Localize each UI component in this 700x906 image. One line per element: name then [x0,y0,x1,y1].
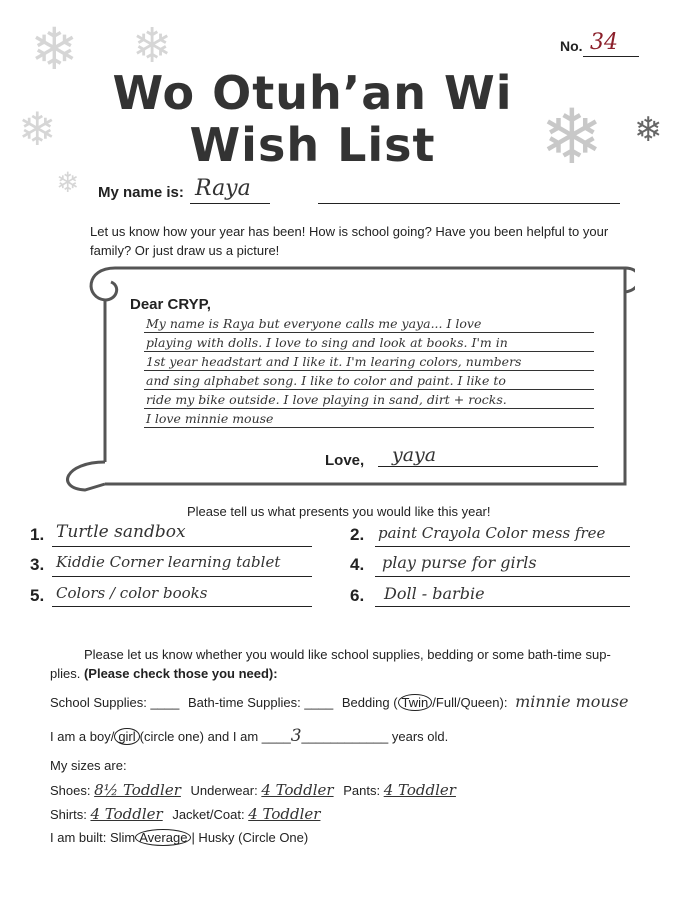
supplies-prompt-cont [50,666,278,681]
intro-text: Let us know how your year has been! How is school going? Have you been helpful to your family? Or just draw us a picture! [90,224,609,258]
boy-option[interactable]: I am a boy/ [50,729,115,744]
letter-signature: yaya [392,444,437,466]
present-value: Kiddie Corner learning tablet [56,553,281,571]
number-label: No. [560,38,583,54]
bedding-options: /Full/Queen): [432,695,508,710]
build-row [50,830,308,845]
shirts-value: 4 Toddler [90,805,163,823]
snowflake-icon: ❄ [634,111,663,149]
supplies-prompt: Please let us know whether you would like school supplies, bedding or some bath-time sup- [84,647,611,662]
snowflake-icon: ❄ [30,17,79,82]
letter-line: playing with dolls. I love to sing and look at books. I'm in [146,335,508,350]
jacket-label: Jacket/Coat: [172,807,245,822]
bedding-value: minnie mouse [515,692,629,711]
ruled-line [144,351,594,352]
present-underline [375,546,630,547]
letter-salutation: Dear CRYP, [130,296,211,313]
shoes-label: Shoes: [50,783,91,798]
underwear-value: 4 Toddler [261,781,334,799]
letter-line: My name is Raya but everyone calls me yaya... I love [146,316,482,331]
present-underline [52,546,312,547]
supplies-prompt-bold: (Please check those you need): [83,666,278,681]
present-underline [375,606,630,607]
age-tail: ____________ years old. [301,729,449,744]
sizes-row-2 [50,805,320,823]
present-underline [52,576,312,577]
built-rest: | Husky (Circle One) [191,830,309,845]
sizes-row-1 [50,781,456,799]
present-number: 4. [350,555,365,574]
gender-age-row [50,726,448,746]
snowflake-icon: ❄ [540,95,604,180]
sizes-heading: My sizes are: [50,758,127,773]
page-title-line2: Wish List [189,118,436,172]
ruled-line [144,408,594,409]
letter-line: and sing alphabet song. I like to color and paint. I like to [146,373,506,388]
snowflake-icon: ❄ [132,20,173,73]
letter-line: ride my bike outside. I love playing in sand, dirt + rocks. [146,392,507,407]
present-value: Colors / color books [56,584,208,602]
present-number: 1. [30,525,45,544]
present-underline [52,606,312,607]
present-value: Turtle sandbox [56,522,186,542]
circle-one-text: (circle one) and I am ____ [139,729,291,744]
ruled-line [144,389,594,390]
jacket-value: 4 Toddler [248,805,321,823]
snowflake-icon: ❄ [18,103,57,155]
ruled-line [144,332,594,333]
present-value: paint Crayola Color mess free [378,524,606,542]
name-underline [190,203,270,204]
supplies-prompt-plain: plies. [50,666,84,681]
school-supplies-checkbox[interactable]: School Supplies: ____ [50,695,180,710]
letter-closing-label: Love, [325,452,365,469]
shoes-value: 8½ Toddler [94,781,181,799]
present-underline [375,576,630,577]
underwear-label: Underwear: [190,783,258,798]
present-number: 3. [30,555,45,574]
bedding-label: Bedding ( [341,695,398,710]
bedding-twin-option[interactable]: Twin [398,694,433,711]
girl-option[interactable]: girl [114,728,139,745]
built-average-option[interactable]: Average [135,829,191,846]
ruled-line [144,370,594,371]
present-number: 2. [350,525,365,544]
number-underline [583,56,639,57]
signature-underline [378,466,598,467]
name-label: My name is: [98,184,184,201]
supplies-row [50,692,628,711]
name-underline-right [318,203,620,204]
age-value: 3 [290,726,302,746]
number-value: 34 [590,30,618,55]
pants-label: Pants: [343,783,381,798]
ruled-line [144,427,594,428]
present-number: 5. [30,586,45,605]
present-value: Doll - barbie [384,584,485,603]
built-label: I am built: Slim [50,830,136,845]
page-title-line1: Wo Otuh’an Wi [112,66,513,120]
name-value: Raya [195,176,251,201]
bath-supplies-checkbox[interactable]: Bath-time Supplies: ____ [188,695,334,710]
shirts-label: Shirts: [50,807,87,822]
present-number: 6. [350,586,365,605]
presents-prompt: Please tell us what presents you would like this year! [187,504,491,519]
letter-line: 1st year headstart and I like it. I'm learing colors, numbers [146,354,522,369]
snowflake-icon: ❄ [56,167,80,198]
present-value: play purse for girls [382,553,537,572]
letter-line: I love minnie mouse [146,411,274,426]
pants-value: 4 Toddler [383,781,456,799]
